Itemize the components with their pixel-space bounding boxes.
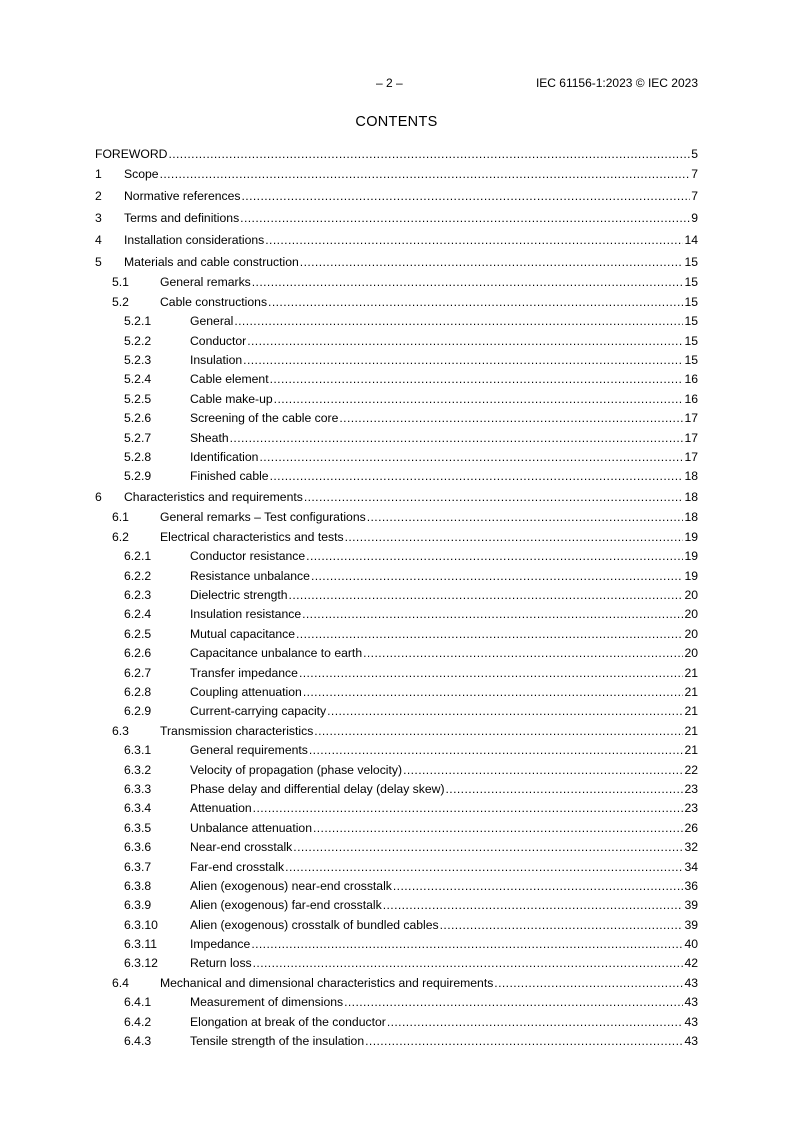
toc-entry-page: 43 (683, 1013, 698, 1032)
toc-entry[interactable] (95, 164, 698, 186)
toc-entry-title: Alien (exogenous) near-end crosstalk (190, 877, 393, 896)
dot-leader (285, 858, 683, 877)
dot-leader (327, 702, 683, 721)
toc-entry-page: 36 (683, 877, 698, 896)
toc-entry-number: 6.3.5 (124, 820, 152, 835)
toc-entry-number: 6.3.2 (124, 762, 152, 777)
toc-entry-leader (190, 993, 698, 1012)
dot-leader (314, 722, 683, 741)
toc-entry[interactable] (95, 605, 698, 624)
toc-entry-page: 18 (683, 487, 698, 509)
toc-entry-title: Finished cable (190, 467, 270, 486)
toc-entry-number: 6.4 (112, 975, 129, 990)
dot-leader (363, 644, 683, 663)
toc-entry-leader (190, 877, 698, 896)
toc-entry-title: Terms and definitions (124, 208, 240, 230)
dot-leader (494, 974, 683, 993)
toc-entry-title: Electrical characteristics and tests (160, 528, 345, 547)
dot-leader (230, 429, 684, 448)
toc-entry-leader (124, 230, 698, 252)
toc-entry-leader (190, 819, 698, 838)
toc-entry-title: Characteristics and requirements (124, 487, 304, 509)
toc-entry-number: 6.3.9 (124, 898, 152, 913)
toc-entry-leader (190, 664, 698, 683)
toc-entry-leader (190, 409, 698, 428)
toc-entry-number: 6.2.3 (124, 588, 152, 603)
toc-entry[interactable] (95, 896, 698, 915)
toc-entry-leader (190, 567, 698, 586)
toc-entry-title: Transmission characteristics (160, 722, 314, 741)
dot-leader (240, 208, 690, 230)
dot-leader (259, 448, 683, 467)
toc-entry[interactable] (95, 547, 698, 566)
toc-entry[interactable] (95, 761, 698, 780)
toc-entry[interactable] (95, 230, 698, 252)
toc-entry-page: 15 (683, 252, 698, 274)
toc-entry-page: 32 (683, 838, 698, 857)
toc-entry-title: General remarks – Test configurations (160, 508, 367, 527)
toc-entry-leader (95, 145, 698, 164)
toc-entry-number: 5.2.2 (124, 333, 152, 348)
dot-leader (293, 838, 683, 857)
toc-entry-number: 6.2.1 (124, 549, 152, 564)
toc-entry-number: 6.3.7 (124, 859, 152, 874)
toc-entry[interactable] (95, 916, 698, 935)
toc-entry-page: 19 (683, 567, 698, 586)
toc-entry-page: 19 (683, 528, 698, 547)
toc-entry-number: 5.2.6 (124, 411, 152, 426)
toc-entry-title: Cable constructions (160, 293, 268, 312)
page-header (0, 76, 793, 92)
page-number: – 2 – (376, 76, 403, 90)
toc-entry-number: 1 (95, 167, 102, 182)
toc-entry-page: 15 (683, 332, 698, 351)
toc-entry-number: 5.2.4 (124, 372, 152, 387)
toc-entry-page: 23 (683, 799, 698, 818)
toc-entry-page: 18 (683, 508, 698, 527)
toc-entry-number: 6.3.10 (124, 917, 158, 932)
toc-entry-page: 43 (683, 974, 698, 993)
toc-entry-leader (190, 351, 698, 370)
toc-entry-leader (190, 683, 698, 702)
dot-leader (446, 780, 684, 799)
toc-entry-number: 6.2.9 (124, 704, 152, 719)
toc-entry-title: Scope (124, 164, 160, 186)
toc-entry-number: 6.2.2 (124, 568, 152, 583)
toc-entry-page: 16 (683, 390, 698, 409)
toc-entry[interactable] (95, 370, 698, 389)
toc-entry-leader (190, 390, 698, 409)
dot-leader (268, 293, 683, 312)
table-of-contents (95, 145, 698, 1051)
toc-entry-number: 6.4.2 (124, 1014, 152, 1029)
toc-entry-leader (190, 332, 698, 351)
toc-entry-page: 42 (683, 954, 698, 973)
toc-entry[interactable] (95, 312, 698, 331)
dot-leader (387, 1013, 684, 1032)
dot-leader (302, 605, 683, 624)
toc-entry-leader (124, 252, 698, 274)
toc-entry[interactable] (95, 819, 698, 838)
toc-entry-page: 20 (683, 586, 698, 605)
toc-entry-title: Coupling attenuation (190, 683, 303, 702)
dot-leader (247, 332, 683, 351)
dot-leader (440, 916, 684, 935)
dot-leader (344, 993, 683, 1012)
dot-leader (242, 186, 691, 208)
toc-entry[interactable] (95, 273, 698, 292)
toc-entry-leader (124, 164, 698, 186)
toc-entry[interactable] (95, 429, 698, 448)
dot-leader (265, 230, 683, 252)
toc-entry-number: 6.3.12 (124, 956, 158, 971)
dot-leader (365, 1032, 683, 1051)
toc-entry-leader (190, 954, 698, 973)
toc-entry-leader (190, 838, 698, 857)
toc-entry[interactable] (95, 741, 698, 760)
toc-entry-leader (190, 467, 698, 486)
toc-entry-page: 16 (683, 370, 698, 389)
toc-entry-page: 39 (683, 896, 698, 915)
toc-entry-title: Alien (exogenous) crosstalk of bundled cables (190, 916, 440, 935)
toc-entry-title: Tensile strength of the insulation (190, 1032, 365, 1051)
toc-entry[interactable] (95, 1032, 698, 1051)
toc-entry-leader (190, 858, 698, 877)
toc-entry-page: 39 (683, 916, 698, 935)
dot-leader (300, 252, 684, 274)
toc-entry-title: Sheath (190, 429, 230, 448)
toc-entry[interactable] (95, 586, 698, 605)
dot-leader (168, 145, 690, 164)
toc-entry-number: 5 (95, 254, 102, 269)
toc-entry-leader (124, 208, 698, 230)
toc-entry-leader (190, 741, 698, 760)
toc-entry-number: 4 (95, 232, 102, 247)
toc-entry-page: 7 (690, 186, 698, 208)
toc-entry-number: 6.2 (112, 529, 129, 544)
toc-entry[interactable] (95, 1013, 698, 1032)
toc-entry-page: 22 (683, 761, 698, 780)
toc-entry-title: Cable make-up (190, 390, 274, 409)
dot-leader (270, 467, 684, 486)
dot-leader (253, 954, 684, 973)
toc-entry-leader (190, 916, 698, 935)
toc-entry[interactable] (95, 664, 698, 683)
toc-entry[interactable] (95, 467, 698, 486)
toc-entry-number: 5.2.7 (124, 430, 152, 445)
toc-entry[interactable] (95, 448, 698, 467)
dot-leader (253, 799, 684, 818)
toc-entry-leader (190, 780, 698, 799)
dot-leader (270, 370, 684, 389)
toc-entry-title: General requirements (190, 741, 309, 760)
toc-entry-title: Alien (exogenous) far-end crosstalk (190, 896, 383, 915)
toc-entry-page: 5 (690, 145, 698, 164)
toc-entry-number: 5.2.1 (124, 314, 152, 329)
toc-entry-number: 6.2.4 (124, 607, 152, 622)
toc-entry[interactable] (95, 508, 698, 527)
toc-entry-leader (160, 508, 698, 527)
toc-entry-leader (190, 702, 698, 721)
toc-entry-number: 6.2.8 (124, 684, 152, 699)
page-title: CONTENTS (355, 114, 438, 130)
dot-leader (403, 761, 683, 780)
toc-entry[interactable] (95, 858, 698, 877)
toc-entry-title: Conductor (190, 332, 247, 351)
toc-entry-page: 34 (683, 858, 698, 877)
toc-entry-title: Screening of the cable core (190, 409, 339, 428)
toc-entry-number: 6.3.1 (124, 743, 152, 758)
toc-entry-title: Current-carrying capacity (190, 702, 327, 721)
toc-entry[interactable] (95, 390, 698, 409)
toc-entry-number: 5.2.3 (124, 352, 152, 367)
toc-entry[interactable] (95, 332, 698, 351)
toc-entry-title: Return loss (190, 954, 253, 973)
toc-entry-number: 5.2.9 (124, 469, 152, 484)
toc-entry-leader (190, 605, 698, 624)
toc-entry[interactable] (95, 644, 698, 663)
toc-entry-title: Capacitance unbalance to earth (190, 644, 363, 663)
toc-entry-page: 43 (683, 993, 698, 1012)
dot-leader (251, 935, 683, 954)
toc-entry-title: General remarks (160, 273, 252, 292)
toc-entry-title: Attenuation (190, 799, 253, 818)
toc-entry-page: 21 (683, 683, 698, 702)
dot-leader (243, 351, 683, 370)
toc-entry-leader (190, 370, 698, 389)
toc-entry-number: 6.2.6 (124, 646, 152, 661)
dot-leader (252, 273, 684, 292)
toc-entry[interactable] (95, 567, 698, 586)
toc-entry-title: Mutual capacitance (190, 625, 296, 644)
toc-entry-leader (190, 644, 698, 663)
toc-entry-number: 6.1 (112, 510, 129, 525)
toc-entry[interactable] (95, 252, 698, 274)
toc-entry-title: Insulation (190, 351, 243, 370)
toc-entry-leader (190, 1013, 698, 1032)
toc-entry-number: 5.2 (112, 294, 129, 309)
toc-entry[interactable] (95, 351, 698, 370)
toc-entry-title: Mechanical and dimensional characteristics and requirements (160, 974, 494, 993)
toc-entry-title: Far-end crosstalk (190, 858, 285, 877)
toc-entry-number: 5.2.8 (124, 449, 152, 464)
document-reference: IEC 61156-1:2023 © IEC 2023 (535, 76, 698, 90)
toc-entry[interactable] (95, 993, 698, 1012)
dot-leader (160, 164, 691, 186)
toc-entry[interactable] (95, 625, 698, 644)
dot-leader (345, 528, 684, 547)
toc-entry-number: 6.3.8 (124, 878, 152, 893)
toc-entry-page: 21 (683, 741, 698, 760)
toc-entry[interactable] (95, 208, 698, 230)
toc-entry-title: Insulation resistance (190, 605, 302, 624)
toc-entry-title: Materials and cable construction (124, 252, 300, 274)
toc-entry-leader (160, 974, 698, 993)
toc-entry-leader (190, 448, 698, 467)
toc-entry-title: Installation considerations (124, 230, 265, 252)
dot-leader (313, 819, 683, 838)
toc-entry-title: Near-end crosstalk (190, 838, 293, 857)
toc-entry-page: 18 (683, 467, 698, 486)
toc-entry-number: 6.2.7 (124, 665, 152, 680)
toc-entry-title: Impedance (190, 935, 251, 954)
toc-entry-title: General (190, 312, 234, 331)
toc-entry-leader (124, 186, 698, 208)
toc-entry-leader (190, 625, 698, 644)
dot-leader (304, 487, 684, 509)
toc-entry[interactable] (95, 722, 698, 741)
toc-entry-page: 15 (683, 312, 698, 331)
toc-entry-page: 15 (683, 351, 698, 370)
toc-entry[interactable] (95, 954, 698, 973)
toc-entry-leader (190, 761, 698, 780)
toc-entry-title: Measurement of dimensions (190, 993, 344, 1012)
toc-entry-page: 15 (683, 293, 698, 312)
toc-entry[interactable] (95, 702, 698, 721)
toc-entry[interactable] (95, 935, 698, 954)
toc-entry-leader (160, 273, 698, 292)
toc-entry-number: 6.3 (112, 723, 129, 738)
toc-entry[interactable] (95, 145, 698, 164)
toc-entry-number: 6 (95, 489, 102, 504)
toc-entry-leader (124, 487, 698, 509)
toc-entry-title: Unbalance attenuation (190, 819, 313, 838)
dot-leader (274, 390, 684, 409)
toc-entry-title: Resistance unbalance (190, 567, 311, 586)
toc-entry-title: Velocity of propagation (phase velocity) (190, 761, 403, 780)
toc-entry[interactable] (95, 877, 698, 896)
toc-entry-number: 6.3.11 (124, 937, 157, 952)
toc-entry-title: Transfer impedance (190, 664, 299, 683)
dot-leader (299, 664, 684, 683)
toc-entry-page: 17 (683, 409, 698, 428)
toc-entry-leader (190, 312, 698, 331)
toc-entry-leader (160, 528, 698, 547)
toc-entry[interactable] (95, 799, 698, 818)
toc-entry[interactable] (95, 974, 698, 993)
toc-entry-leader (190, 799, 698, 818)
dot-leader (296, 625, 683, 644)
dot-leader (393, 877, 684, 896)
toc-entry-page: 14 (683, 230, 698, 252)
toc-entry-title: Identification (190, 448, 259, 467)
dot-leader (311, 567, 684, 586)
toc-entry[interactable] (95, 487, 698, 509)
toc-entry-number: 6.3.4 (124, 801, 152, 816)
toc-entry[interactable] (95, 838, 698, 857)
dot-leader (367, 508, 684, 527)
toc-entry-leader (190, 586, 698, 605)
toc-entry-page: 21 (683, 664, 698, 683)
toc-entry-number: 6.4.1 (124, 995, 152, 1010)
toc-entry-page: 17 (683, 448, 698, 467)
toc-entry-leader (190, 1032, 698, 1051)
toc-entry-number: 2 (95, 189, 102, 204)
toc-entry-title: Phase delay and differential delay (delay skew) (190, 780, 446, 799)
dot-leader (309, 741, 684, 760)
toc-entry[interactable] (95, 409, 698, 428)
toc-entry-title: Elongation at break of the conductor (190, 1013, 387, 1032)
toc-entry-page: 20 (683, 644, 698, 663)
toc-entry-page: 20 (683, 625, 698, 644)
toc-entry-number: 6.3.3 (124, 781, 152, 796)
toc-entry-page: 21 (683, 722, 698, 741)
toc-entry-page: 40 (683, 935, 698, 954)
toc-entry-page: 23 (683, 780, 698, 799)
toc-entry[interactable] (95, 186, 698, 208)
dot-leader (234, 312, 683, 331)
dot-leader (306, 547, 683, 566)
toc-entry-number: 6.2.5 (124, 626, 152, 641)
toc-entry-leader (190, 896, 698, 915)
toc-entry[interactable] (95, 780, 698, 799)
toc-entry-leader (160, 722, 698, 741)
toc-entry-leader (190, 547, 698, 566)
toc-entry-page: 17 (683, 429, 698, 448)
toc-entry-number: 5.2.5 (124, 391, 152, 406)
dot-leader (303, 683, 684, 702)
toc-entry-number: 3 (95, 210, 102, 225)
toc-entry-page: 20 (683, 605, 698, 624)
toc-entry-leader (190, 935, 698, 954)
dot-leader (339, 409, 683, 428)
toc-entry-page: 7 (690, 164, 698, 186)
toc-entry-leader (190, 429, 698, 448)
toc-entry-number: 6.3.6 (124, 840, 152, 855)
toc-entry-number: 6.4.3 (124, 1034, 152, 1049)
toc-entry-page: 19 (683, 547, 698, 566)
toc-entry[interactable] (95, 293, 698, 312)
toc-entry-title: Normative references (124, 186, 242, 208)
toc-entry-leader (160, 293, 698, 312)
toc-entry-page: 26 (683, 819, 698, 838)
toc-entry-title: Cable element (190, 370, 270, 389)
toc-entry-page: 43 (683, 1032, 698, 1051)
toc-entry-number: 5.1 (112, 275, 129, 290)
dot-leader (383, 896, 684, 915)
dot-leader (289, 586, 684, 605)
toc-entry-title: Dielectric strength (190, 586, 289, 605)
toc-entry-title: FOREWORD (95, 145, 168, 164)
toc-entry-page: 15 (683, 273, 698, 292)
toc-entry-page: 21 (683, 702, 698, 721)
toc-entry-page: 9 (690, 208, 698, 230)
toc-entry[interactable] (95, 528, 698, 547)
toc-entry-title: Conductor resistance (190, 547, 306, 566)
toc-entry[interactable] (95, 683, 698, 702)
